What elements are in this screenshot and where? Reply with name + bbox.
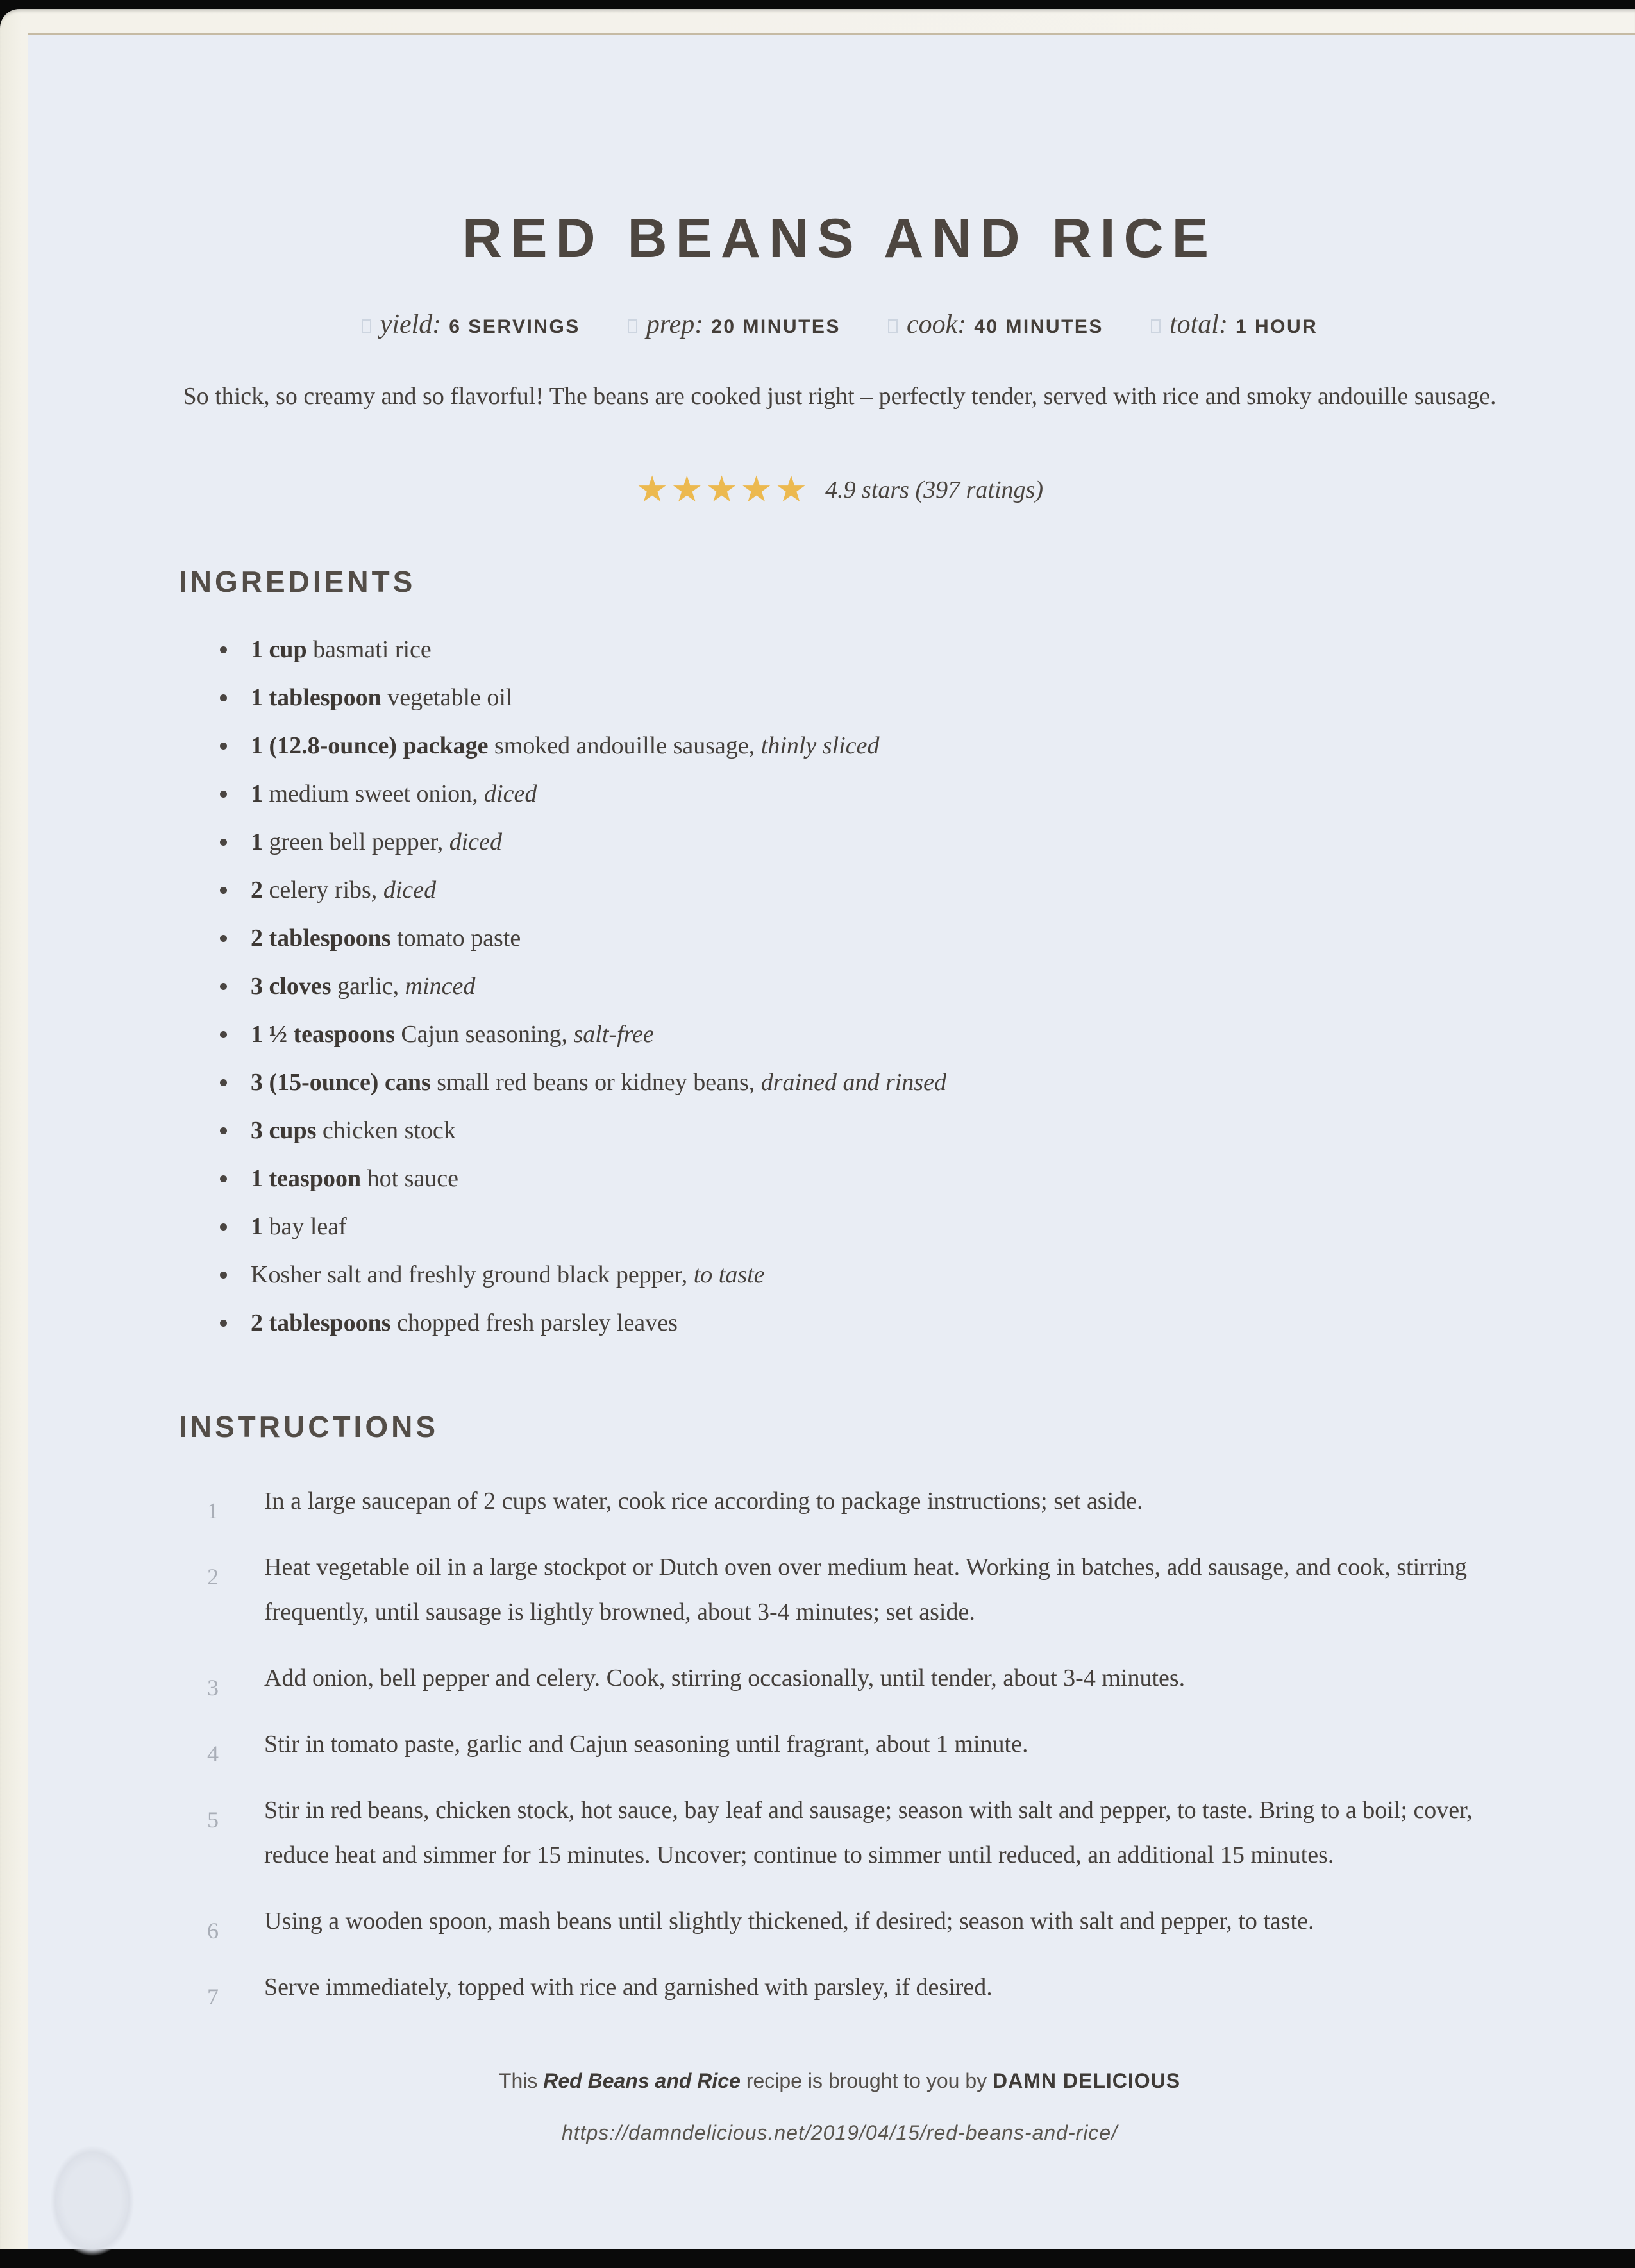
ingredient-item xyxy=(179,728,1500,763)
ingredient-text: tomato paste xyxy=(390,925,521,952)
ingredient-item xyxy=(179,632,1500,667)
star-rating xyxy=(179,469,1500,510)
footer-middle: recipe is brought to you by xyxy=(746,2069,993,2092)
ingredient-text: chopped fresh parsley leaves xyxy=(390,1309,678,1337)
ingredients-heading: INGREDIENTS xyxy=(179,565,416,599)
ingredient-item xyxy=(179,1161,1500,1196)
ingredient-note: drained and rinsed xyxy=(760,1069,946,1096)
ingredient-item xyxy=(179,969,1500,1004)
rating-text: 4.9 stars (397 ratings) xyxy=(825,476,1043,504)
ingredient-text: bay leaf xyxy=(263,1213,347,1241)
ingredient-text: Cajun seasoning, xyxy=(394,1021,574,1048)
ingredient-note: diced xyxy=(383,877,437,904)
instructions-list xyxy=(179,1479,1500,2010)
ingredient-text: celery ribs, xyxy=(263,877,383,904)
instruction-step xyxy=(179,1965,1500,2010)
ingredient-text: garlic, xyxy=(331,973,405,1000)
ingredient-text: vegetable oil xyxy=(381,684,513,712)
step-text: Stir in red beans, chicken stock, hot sauce, bay leaf and sausage; season with salt and pepper, to taste. Bring to a boil; cover, reduce heat and simmer for 15 minutes. Uncover; continue to simmer until reduced, an additional 15 minutes. xyxy=(264,1796,1473,1869)
ingredient-amount: 2 xyxy=(251,877,263,904)
meta-label: yield: xyxy=(380,310,442,339)
ingredient-amount: 3 cups xyxy=(251,1117,317,1145)
paper-smudge xyxy=(41,2133,144,2268)
meta-yield xyxy=(362,309,580,340)
stars-icon: ★★★★★ xyxy=(636,469,810,511)
step-text: Stir in tomato paste, garlic and Cajun seasoning until fragrant, about 1 minute. xyxy=(264,1730,1028,1758)
ingredient-note: salt-free xyxy=(573,1021,654,1048)
instruction-step xyxy=(179,1479,1500,1524)
ingredient-item xyxy=(179,1306,1500,1340)
ingredient-text: small red beans or kidney beans, xyxy=(430,1069,761,1096)
ingredient-amount: 1 xyxy=(251,828,263,856)
ingredient-text: hot sauce xyxy=(361,1165,459,1193)
step-number: 4 xyxy=(207,1740,219,1767)
ingredients-list xyxy=(179,632,1500,1340)
step-number: 6 xyxy=(207,1917,219,1944)
ingredient-amount: 1 tablespoon xyxy=(251,684,382,712)
ingredient-text: Kosher salt and freshly ground black pepper, xyxy=(251,1261,694,1289)
footer-prefix: This xyxy=(498,2069,544,2092)
instruction-step xyxy=(179,1899,1500,1944)
ingredient-amount: 3 cloves xyxy=(251,973,331,1000)
meta-label: total: xyxy=(1169,310,1228,339)
checkbox-icon xyxy=(628,319,637,333)
checkbox-icon xyxy=(362,319,371,333)
ingredient-note: diced xyxy=(449,828,503,856)
instruction-step xyxy=(179,1656,1500,1701)
step-number: 5 xyxy=(207,1806,219,1833)
instructions-heading: INSTRUCTIONS xyxy=(179,1410,439,1444)
ingredient-note: minced xyxy=(405,973,476,1000)
ingredient-text: chicken stock xyxy=(316,1117,456,1145)
checkbox-icon xyxy=(888,319,898,333)
ingredient-item xyxy=(179,1113,1500,1148)
ingredient-text: medium sweet onion, xyxy=(263,780,485,808)
meta-cook xyxy=(888,309,1103,340)
ingredient-amount: 1 cup xyxy=(251,636,307,664)
ingredient-item xyxy=(179,680,1500,715)
ingredient-amount: 2 tablespoons xyxy=(251,1309,391,1337)
ingredient-item xyxy=(179,1257,1500,1292)
step-text: Add onion, bell pepper and celery. Cook, stirring occasionally, until tender, about 3-4 minutes. xyxy=(264,1664,1186,1692)
footer-attribution xyxy=(179,2069,1500,2093)
instruction-step xyxy=(179,1722,1500,1767)
recipe-paper xyxy=(28,33,1635,2249)
ingredient-item xyxy=(179,1065,1500,1100)
instruction-step xyxy=(179,1545,1500,1635)
ingredient-amount: 1 xyxy=(251,780,263,808)
ingredient-amount: 1 (12.8-ounce) package xyxy=(251,732,489,760)
meta-prep xyxy=(628,309,841,340)
step-text: Heat vegetable oil in a large stockpot or Dutch oven over medium heat. Working in batches, add sausage, and cook, stirring frequently, until sausage is lightly browned, about 3-4 minutes; set aside. xyxy=(264,1554,1468,1626)
footer-recipe-name: Red Beans and Rice xyxy=(543,2069,746,2092)
footer-url: https://damndelicious.net/2019/04/15/red-beans-and-rice/ xyxy=(561,2121,1118,2144)
ingredient-item xyxy=(179,921,1500,955)
ingredient-amount: 1 teaspoon xyxy=(251,1165,362,1193)
meta-total xyxy=(1151,309,1318,340)
step-number: 2 xyxy=(207,1564,219,1590)
step-number: 7 xyxy=(207,1983,219,2010)
step-number: 3 xyxy=(207,1674,219,1701)
ingredient-amount: 1 ½ teaspoons xyxy=(251,1021,395,1048)
meta-value: 6 SERVINGS xyxy=(449,316,580,337)
step-text: Serve immediately, topped with rice and garnished with parsley, if desired. xyxy=(264,1973,993,2001)
footer-brand: DAMN DELICIOUS xyxy=(993,2069,1181,2092)
meta-value: 1 HOUR xyxy=(1235,316,1318,337)
meta-value: 20 MINUTES xyxy=(711,316,841,337)
ingredient-note: thinly sliced xyxy=(760,732,880,760)
checkbox-icon xyxy=(1151,319,1161,333)
ingredient-item xyxy=(179,825,1500,859)
ingredient-item xyxy=(179,777,1500,811)
ingredient-amount: 1 xyxy=(251,1213,263,1241)
ingredient-item xyxy=(179,1209,1500,1244)
step-text: In a large saucepan of 2 cups water, cook rice according to package instructions; set aside. xyxy=(264,1488,1143,1515)
recipe-title: RED BEANS AND RICE xyxy=(462,208,1217,269)
recipe-description: So thick, so creamy and so flavorful! The beans are cooked just right – perfectly tender, served with rice and smoky andouille sausage. xyxy=(183,383,1497,410)
meta-label: cook: xyxy=(906,310,967,339)
ingredient-item xyxy=(179,1017,1500,1052)
ingredient-text: basmati rice xyxy=(306,636,432,664)
ingredient-text: green bell pepper, xyxy=(263,828,449,856)
step-number: 1 xyxy=(207,1498,219,1524)
ingredient-amount: 2 tablespoons xyxy=(251,925,391,952)
ingredient-note: diced xyxy=(484,780,537,808)
ingredient-text: smoked andouille sausage, xyxy=(488,732,761,760)
instruction-step xyxy=(179,1788,1500,1878)
ingredient-item xyxy=(179,873,1500,907)
meta-label: prep: xyxy=(646,310,704,339)
step-text: Using a wooden spoon, mash beans until slightly thickened, if desired; season with salt and pepper, to taste. xyxy=(264,1907,1314,1935)
ingredient-note: to taste xyxy=(693,1261,765,1289)
recipe-meta-row xyxy=(179,309,1500,340)
ingredient-amount: 3 (15-ounce) cans xyxy=(251,1069,431,1096)
meta-value: 40 MINUTES xyxy=(974,316,1103,337)
